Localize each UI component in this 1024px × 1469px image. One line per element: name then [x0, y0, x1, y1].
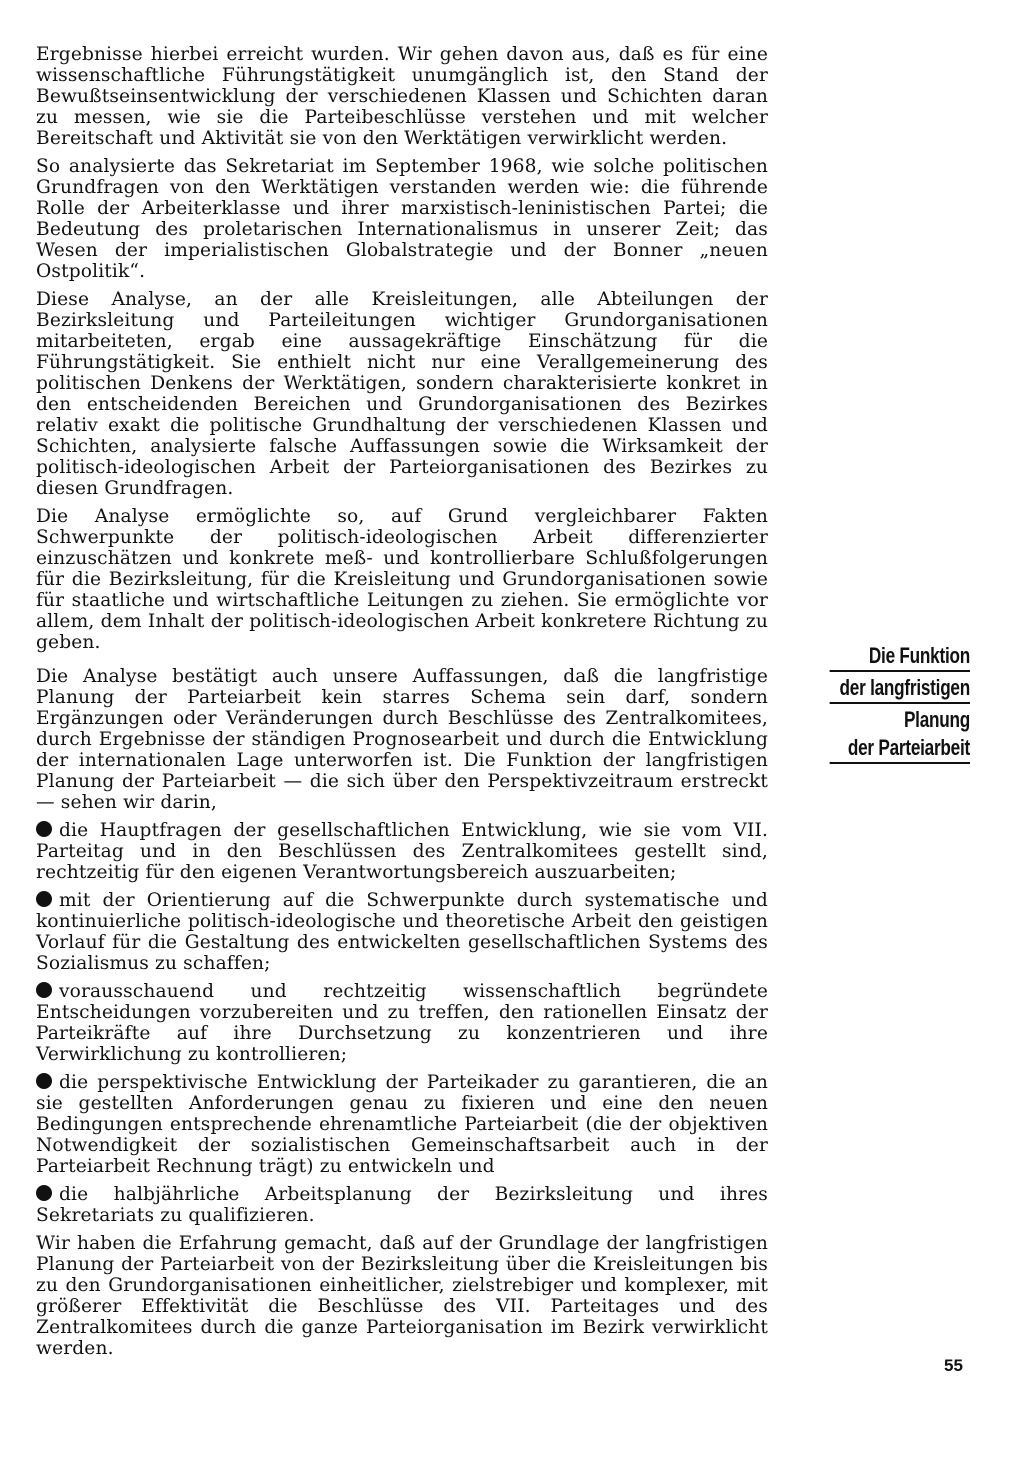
paragraph: Ergebnisse hierbei erreicht wurden. Wir gehen davon aus, daß es für eine wissenschaftliche Führungstätigkeit unumgänglich ist, den Stand der Bewußtseinsentwicklung der verschiedenen Klassen und Schichten daran zu messen, wie sie die Parteibeschlüsse verstehen und mit welcher Bereitschaft und Aktivität sie von den Werktätigen verwirklicht werden. — [36, 44, 768, 149]
list-item-text: vorausschauend und rechtzeitig wissenschaftlich begründete Entscheidungen vorzubereiten und zu treffen, den rationellen Einsatz der Parteikräfte auf ihre Durchsetzung zu konzentrieren und ihre Verwirklichung zu kontrollieren; — [36, 981, 768, 1065]
list-item-text: die Hauptfragen der gesellschaftlichen Entwicklung, wie sie vom VII. Parteitag und in den Beschlüssen des Zentralkomitees gestellt sind, rechtzeitig für den eigenen Verantwortungsbereich auszuarbeiten; — [36, 820, 768, 883]
margin-heading-line: Planung — [903, 707, 970, 732]
bullet-icon — [36, 821, 52, 837]
list-item — [36, 890, 768, 974]
bullet-icon — [36, 982, 52, 998]
list-item — [36, 981, 768, 1065]
closing-paragraph: Wir haben die Erfahrung gemacht, daß auf der Grundlage der langfristigen Planung der Parteiarbeit von der Bezirksleitung über die Kreisleitungen bis zu den Grundorganisationen einheitlicher, zielstrebiger und komplexer, mit größerer Effektivität die Beschlüsse des VII. Parteitages und des Zentralkomitees durch die ganze Parteiorganisation im Bezirk verwirklicht werden. — [36, 1233, 768, 1359]
margin-heading-line: der langfristigen — [830, 674, 970, 704]
list-item — [36, 820, 768, 883]
list-item — [36, 1072, 768, 1177]
paragraph: Die Analyse ermöglichte so, auf Grund vergleichbarer Fakten Schwerpunkte der politisch-ideologischen Arbeit differenzierter einzuschätzen und konkrete meß- und kontrollierbare Schlußfolgerungen für die Bezirksleitung, für die Kreisleitung und Grundorganisationen sowie für staatliche und wirtschaftliche Leitungen zu ziehen. Sie ermöglichte vor allem, dem Inhalt der politisch-ideologischen Arbeit konkretere Richtung zu geben. — [36, 506, 768, 653]
main-text-column — [36, 44, 768, 1366]
paragraph: Die Analyse bestätigt auch unsere Auffassungen, daß die langfristige Planung der Parteiarbeit kein starres Schema sein darf, sondern Ergänzungen oder Veränderungen durch Beschlüsse des Zentralkomitees, durch Ergebnisse der ständigen Prognosearbeit und durch die Entwicklung der internationalen Lage unterworfen ist. Die Funktion der langfristigen Planung der Parteiarbeit — die sich über den Perspektivzeitraum erstreckt — sehen wir darin, — [36, 666, 768, 813]
margin-heading — [830, 642, 970, 766]
list-item — [36, 1184, 768, 1226]
bullet-icon — [36, 1073, 52, 1089]
bullet-icon — [36, 1185, 52, 1201]
list-item-text: mit der Orientierung auf die Schwerpunkte durch systematische und kontinuierliche politisch-ideologische und theoretische Arbeit den geistigen Vorlauf für die Gestaltung des entwickelten gesellschaftlichen Systems des Sozialismus zu schaffen; — [36, 890, 768, 974]
margin-heading-line: der Parteiarbeit — [830, 734, 970, 764]
list-item-text: die halbjährliche Arbeitsplanung der Bezirksleitung und ihres Sekretariats zu qualifizieren. — [36, 1184, 768, 1226]
margin-heading-line: Die Funktion — [830, 642, 970, 672]
paragraph: Diese Analyse, an der alle Kreisleitungen, alle Abteilungen der Bezirksleitung und Parteileitungen wichtiger Grundorganisationen mitarbeiteten, ergab eine aussagekräftige Einschätzung für die Führungstätigkeit. Sie enthielt nicht nur eine Verallgemeinerung des politischen Denkens der Werktätigen, sondern charakterisierte konkret in den entscheidenden Bereichen und Grundorganisationen des Bezirkes relativ exakt die politische Grundhaltung der verschiedenen Klassen und Schichten, analysierte falsche Auffassungen sowie die Wirksamkeit der politisch-ideologischen Arbeit der Parteiorganisationen des Bezirkes zu diesen Grundfragen. — [36, 289, 768, 499]
paragraph: So analysierte das Sekretariat im September 1968, wie solche politischen Grundfragen von den Werktätigen verstanden werden wie: die führende Rolle der Arbeiterklasse und ihrer marxistisch-leninistischen Partei; die Bedeutung des proletarischen Internationalismus in unserer Zeit; das Wesen der imperialistischen Globalstrategie und der Bonner „neuen Ostpolitik“. — [36, 156, 768, 282]
bullet-icon — [36, 891, 52, 907]
list-item-text: die perspektivische Entwicklung der Parteikader zu garantieren, die an sie gestellten Anforderungen genau zu fixieren und eine den neuen Bedingungen entsprechende ehrenamtliche Parteiarbeit (die der objektiven Notwendigkeit der sozialistischen Gemeinschaftsarbeit auch in der Parteiarbeit Rechnung trägt) zu entwickeln und — [36, 1072, 768, 1177]
page-number: 55 — [944, 1356, 963, 1375]
